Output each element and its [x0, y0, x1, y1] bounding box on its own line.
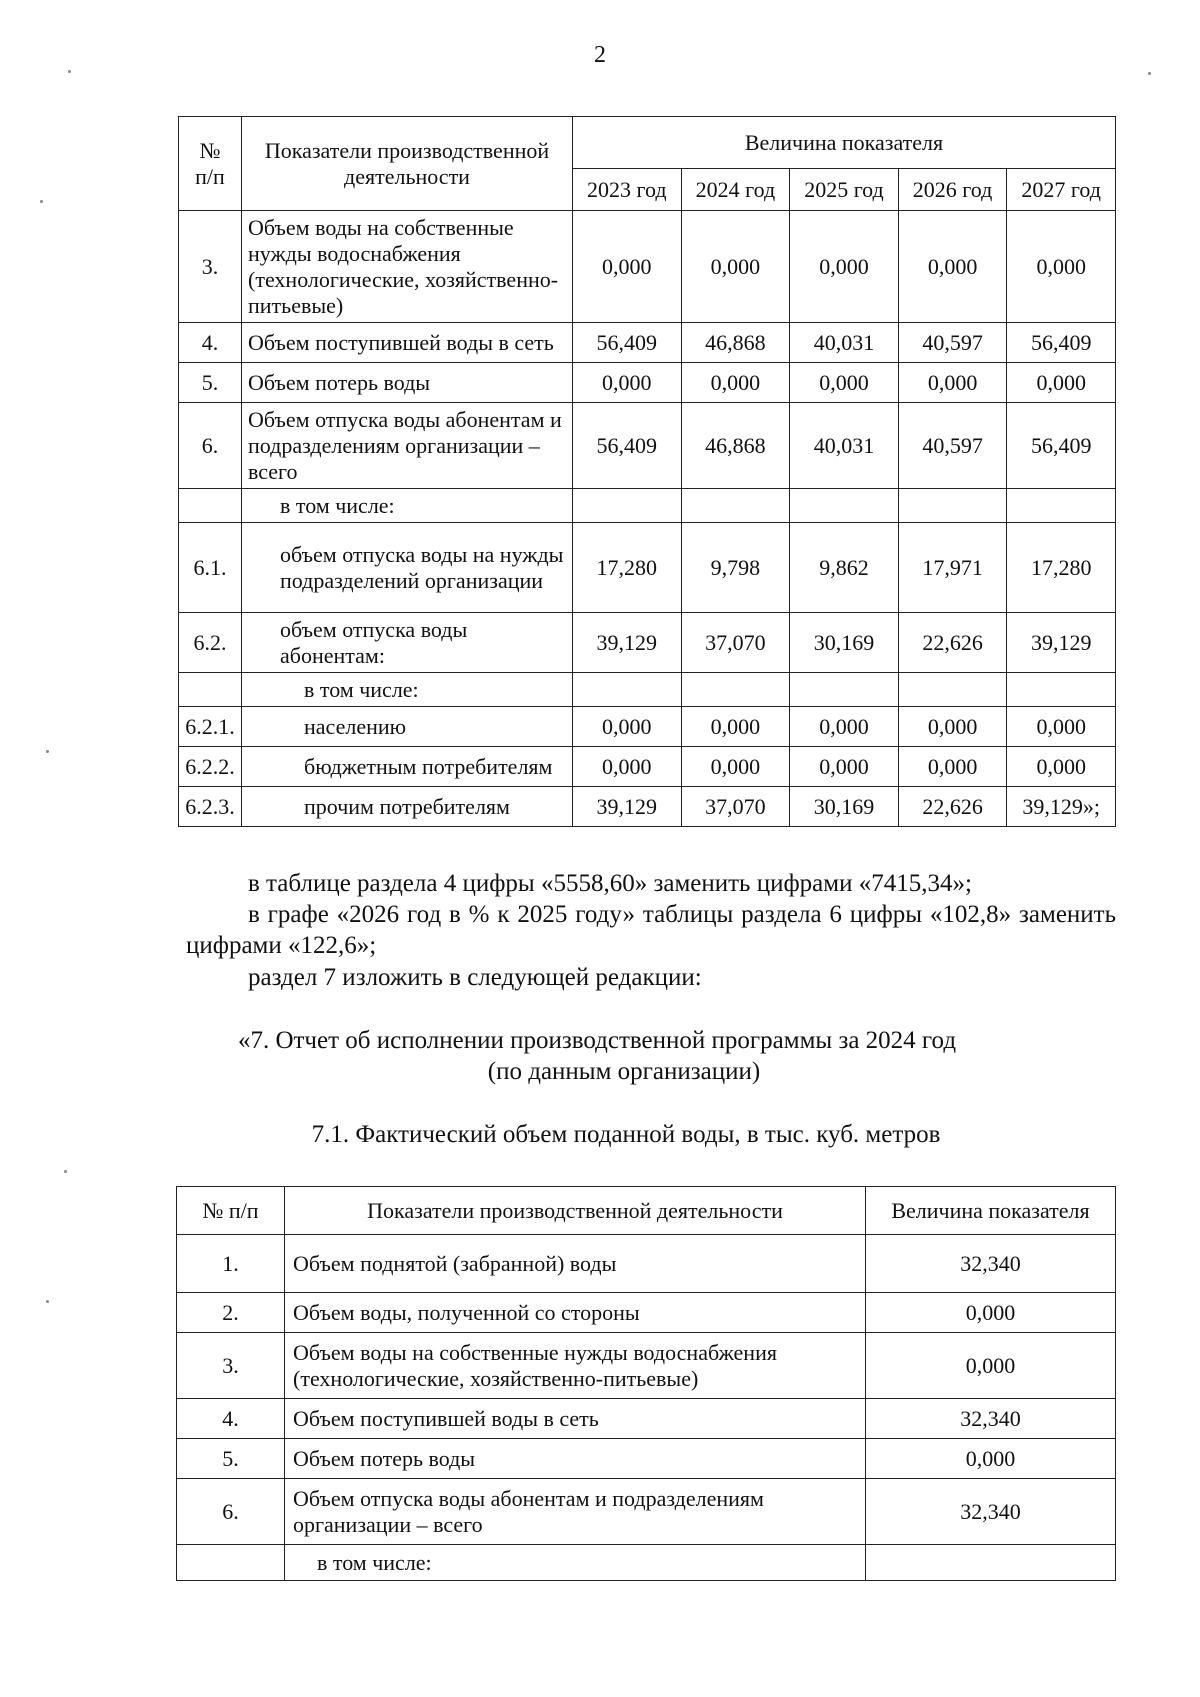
table-row: [177, 1235, 1116, 1293]
row-number: 2.: [177, 1293, 285, 1333]
header-num: № п/п: [179, 117, 242, 211]
row-number: [177, 1545, 285, 1581]
row-number: 5.: [179, 363, 242, 403]
row-number: 3.: [177, 1333, 285, 1399]
indicator-name: населению: [242, 707, 573, 747]
indicator-value: 56,409: [1007, 323, 1116, 363]
indicator-name: в том числе:: [285, 1545, 866, 1581]
subsection-title: 7.1. Фактический объем поданной воды, в тыс. куб. метров: [311, 1121, 941, 1148]
indicator-value: [681, 489, 790, 523]
row-number: 6.1.: [179, 523, 242, 613]
indicator-name: объем отпуска воды на нужды подразделений организации: [242, 523, 573, 613]
table-row: [177, 1439, 1116, 1479]
indicator-value: [790, 673, 899, 707]
indicator-name: Объем поступившей воды в сеть: [242, 323, 573, 363]
header-year: 2026 год: [898, 169, 1007, 211]
row-number: 4.: [179, 323, 242, 363]
indicator-value: 39,129: [573, 787, 682, 827]
indicator-value: 39,129: [1007, 613, 1116, 673]
indicator-value: 0,000: [790, 363, 899, 403]
header-year: 2027 год: [1007, 169, 1116, 211]
indicator-value: 37,070: [681, 613, 790, 673]
indicator-value: 39,129: [573, 613, 682, 673]
header-year: 2023 год: [573, 169, 682, 211]
row-number: 6.2.: [179, 613, 242, 673]
indicator-value: 0,000: [898, 707, 1007, 747]
indicator-value: 0,000: [1007, 707, 1116, 747]
table-row: [177, 1293, 1116, 1333]
table-row: [179, 323, 1116, 363]
indicator-value: 32,340: [866, 1399, 1116, 1439]
indicator-value: [681, 673, 790, 707]
indicator-name: Объем поступившей воды в сеть: [285, 1399, 866, 1439]
indicator-value: 17,971: [898, 523, 1007, 613]
indicator-value: 0,000: [1007, 747, 1116, 787]
indicator-value: 32,340: [866, 1235, 1116, 1293]
indicator-value: [573, 489, 682, 523]
indicator-name: Объем поднятой (забранной) воды: [285, 1235, 866, 1293]
indicator-name: Объем воды, полученной со стороны: [285, 1293, 866, 1333]
indicator-value: 40,597: [898, 403, 1007, 489]
indicator-name: в том числе:: [242, 673, 573, 707]
table-header-row: [177, 1187, 1116, 1235]
row-number: 6.2.1.: [179, 707, 242, 747]
table-row: [179, 613, 1116, 673]
indicator-name: прочим потребителям: [242, 787, 573, 827]
indicator-value: 9,798: [681, 523, 790, 613]
indicator-value: [898, 489, 1007, 523]
indicator-name: Объем отпуска воды абонентам и подразделениям организации – всего: [285, 1479, 866, 1545]
row-number: 5.: [177, 1439, 285, 1479]
scan-speck: [68, 70, 71, 73]
indicator-value: 0,000: [681, 211, 790, 323]
indicator-value: 0,000: [1007, 211, 1116, 323]
table-row: [179, 363, 1116, 403]
header-year: 2025 год: [790, 169, 899, 211]
indicator-value: 0,000: [681, 747, 790, 787]
header-num: № п/п: [177, 1187, 285, 1235]
indicator-value: 30,169: [790, 613, 899, 673]
indicator-value: 0,000: [866, 1439, 1116, 1479]
paragraph-2: в графе «2026 год в % к 2025 году» таблицы раздела 6 цифры «102,8» заменить цифрами «122,6»;: [186, 901, 1116, 959]
table-row: [179, 403, 1116, 489]
table-row: [179, 747, 1116, 787]
section-title-line1: «7. Отчет об исполнении производственной программы за 2024 год: [237, 1027, 957, 1054]
indicator-name: в том числе:: [242, 489, 573, 523]
table-row: [179, 489, 1116, 523]
row-number: 1.: [177, 1235, 285, 1293]
row-number: [179, 673, 242, 707]
table-row: [177, 1479, 1116, 1545]
indicator-value: 46,868: [681, 323, 790, 363]
paragraph-3: раздел 7 изложить в следующей редакции:: [248, 964, 702, 991]
indicator-value: 0,000: [681, 363, 790, 403]
indicator-name: Объем потерь воды: [285, 1439, 866, 1479]
scan-speck: [46, 1300, 49, 1303]
indicator-value: 56,409: [573, 403, 682, 489]
row-number: 4.: [177, 1399, 285, 1439]
indicator-value: [573, 673, 682, 707]
indicator-name: объем отпуска воды абонентам:: [242, 613, 573, 673]
indicator-value: 0,000: [866, 1333, 1116, 1399]
indicator-value: 40,031: [790, 403, 899, 489]
indicator-value: [790, 489, 899, 523]
indicator-value: 17,280: [573, 523, 682, 613]
indicator-value: 22,626: [898, 787, 1007, 827]
indicator-value: 0,000: [681, 707, 790, 747]
indicator-value: [1007, 489, 1116, 523]
indicator-value: 9,862: [790, 523, 899, 613]
row-number: 6.2.3.: [179, 787, 242, 827]
section-title-line2: (по данным организации): [487, 1058, 761, 1085]
indicator-value: 0,000: [790, 211, 899, 323]
indicator-name: Объем отпуска воды абонентам и подразделениям организации – всего: [242, 403, 573, 489]
indicator-value: 30,169: [790, 787, 899, 827]
indicator-value: 56,409: [573, 323, 682, 363]
header-indicator: Показатели производственной деятельности: [242, 117, 573, 211]
indicator-value: 22,626: [898, 613, 1007, 673]
table-row: [177, 1333, 1116, 1399]
header-value: Величина показателя: [866, 1187, 1116, 1235]
scan-speck: [1148, 72, 1151, 75]
indicator-value: 0,000: [1007, 363, 1116, 403]
page-number: 2: [594, 42, 606, 68]
header-value-group: Величина показателя: [573, 117, 1116, 169]
actual-water-volume-table: [176, 1186, 1116, 1581]
indicator-value: 0,000: [573, 747, 682, 787]
table-row: [179, 707, 1116, 747]
production-indicators-table: [178, 116, 1116, 827]
indicator-value: 0,000: [866, 1293, 1116, 1333]
indicator-value: [1007, 673, 1116, 707]
table-header-row: [179, 117, 1116, 169]
scan-speck: [64, 1170, 67, 1173]
table-row: [177, 1545, 1116, 1581]
row-number: [179, 489, 242, 523]
indicator-value: 56,409: [1007, 403, 1116, 489]
indicator-value: [866, 1545, 1116, 1581]
indicator-value: 0,000: [573, 707, 682, 747]
table-row: [179, 211, 1116, 323]
indicator-value: 39,129»;: [1007, 787, 1116, 827]
indicator-name: Объем воды на собственные нужды водоснабжения (технологические, хозяйственно-питьевые): [285, 1333, 866, 1399]
indicator-value: [898, 673, 1007, 707]
indicator-value: 40,597: [898, 323, 1007, 363]
scan-speck: [46, 750, 49, 753]
header-indicator: Показатели производственной деятельности: [285, 1187, 866, 1235]
table-row: [179, 787, 1116, 827]
indicator-name: Объем потерь воды: [242, 363, 573, 403]
row-number: 6.: [177, 1479, 285, 1545]
indicator-value: 0,000: [573, 363, 682, 403]
header-year: 2024 год: [681, 169, 790, 211]
indicator-value: 0,000: [573, 211, 682, 323]
row-number: 3.: [179, 211, 242, 323]
indicator-value: 0,000: [898, 211, 1007, 323]
indicator-value: 37,070: [681, 787, 790, 827]
indicator-name: Объем воды на собственные нужды водоснабжения (технологические, хозяйственно-питьевые): [242, 211, 573, 323]
indicator-value: 0,000: [790, 747, 899, 787]
table-row: [177, 1399, 1116, 1439]
paragraph-1: в таблице раздела 4 цифры «5558,60» заменить цифрами «7415,34»;: [248, 870, 972, 897]
scan-speck: [40, 200, 43, 203]
indicator-value: 0,000: [790, 707, 899, 747]
indicator-name: бюджетным потребителям: [242, 747, 573, 787]
indicator-value: 17,280: [1007, 523, 1116, 613]
table-row: [179, 673, 1116, 707]
indicator-value: 32,340: [866, 1479, 1116, 1545]
table-row: [179, 523, 1116, 613]
indicator-value: 0,000: [898, 747, 1007, 787]
row-number: 6.: [179, 403, 242, 489]
row-number: 6.2.2.: [179, 747, 242, 787]
indicator-value: 40,031: [790, 323, 899, 363]
indicator-value: 46,868: [681, 403, 790, 489]
indicator-value: 0,000: [898, 363, 1007, 403]
